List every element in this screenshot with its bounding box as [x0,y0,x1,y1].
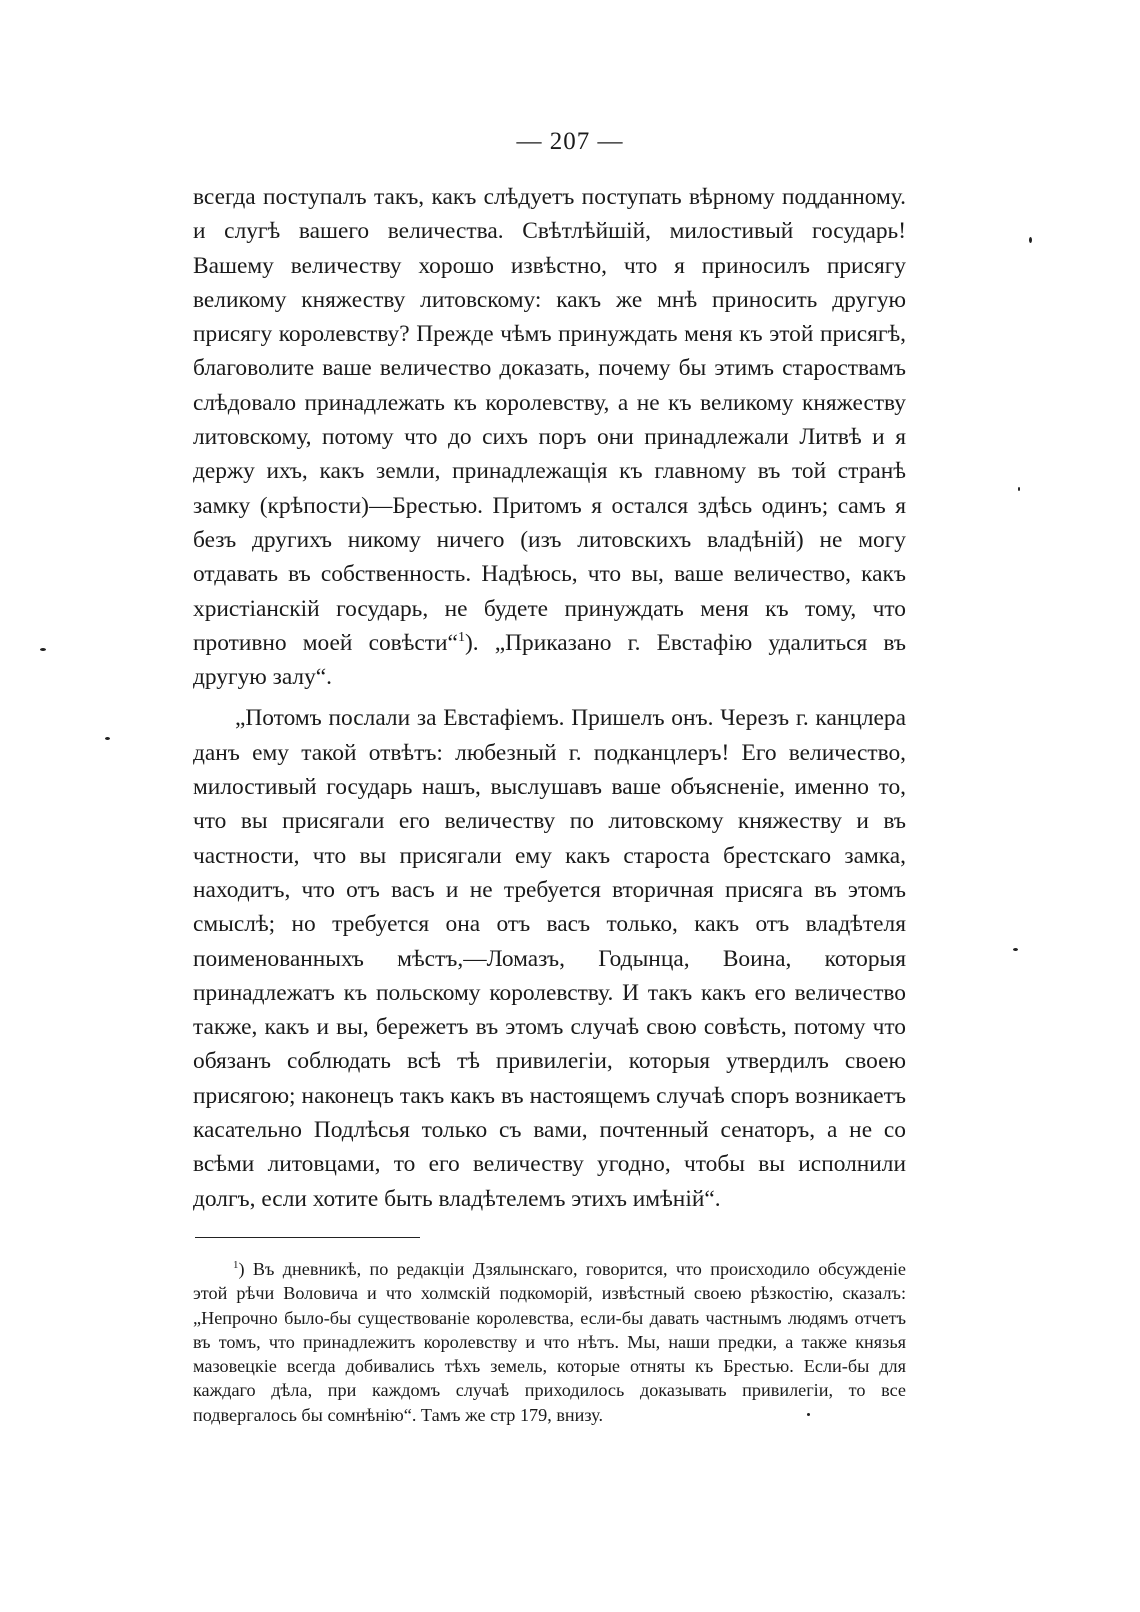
footnote-mark: 1 [233,1258,239,1271]
print-speck [1013,948,1018,951]
print-speck [1018,487,1020,491]
paragraph-1 [193,180,906,694]
footnote-divider [195,1237,420,1238]
footnote-reference: 1 [457,629,465,646]
footnote [193,1257,906,1427]
footnote-text: ) Въ дневникѣ, по редакціи Дзялынскаго, говорится, что происходило обсужденіе этой рѣчи Воловича и что холмскій подкоморій, извѣстный своею рѣзкостію, сказалъ: „Непрочно было-бы существованіе королевства, если-бы давать частнымъ людямъ отчетъ въ томъ, что принадлежитъ королевству и что нѣтъ. Мы, наши предки, а также князья мазовецкіе всегда добивались тѣхъ земель, которые отняты къ Брестью. Если-бы для каждаго дѣла, при каждомъ случаѣ приходилось доказывать привилегіи, то все подвергалось бы сомнѣнію“. Тамъ же стр 179, внизу. [193,1259,906,1425]
main-text [193,180,906,1216]
paragraph-1-text: всегда поступалъ такъ, какъ слѣдуетъ поступать вѣрному подданному. и слугѣ вашего величества. Свѣтлѣйшій, милостивый государь! Вашему величеству хорошо извѣстно, что я приносилъ присягу великому княжеству литовскому: какъ же мнѣ приносить другую присягу королевству? Прежде чѣмъ принуждать меня къ этой присягѣ, благоволите ваше величество доказать, почему бы этимъ староствамъ слѣдовало принадлежать къ королевству, а не къ великому княжеству литовскому, потому что до сихъ поръ они принадлежали Литвѣ и я держу ихъ, какъ земли, принадлежащія къ главному въ той странѣ замку (крѣпости)—Брестью. Притомъ я остался здѣсь одинъ; самъ я безъ другихъ никому ничего (изъ литовскихъ владѣній) не могу отдавать въ собственность. Надѣюсь, что вы, ваше величество, какъ христіанскій государь, не будете принуждать меня къ тому, что противно моей совѣсти“ [193,184,906,656]
page-number: — 207 — [516,128,624,155]
paragraph-2: „Потомъ послали за Евстафіемъ. Пришелъ онъ. Черезъ г. канцлера данъ ему такой отвѣтъ: любезный г. подканцлеръ! Его величество, милостивый государь нашъ, выслушавъ ваше объясненіе, именно то, что вы присягали его величеству по литовскому княжеству и въ частности, что вы присягали ему какъ староста брестскаго замка, находитъ, что отъ васъ и не требуется вторичная присяга въ этомъ смыслѣ; но требуется она отъ васъ только, какъ отъ владѣтеля поименованныхъ мѣстъ,—Ломазъ, Годынца, Воина, которыя принадлежатъ къ польскому королевству. И такъ какъ его величество также, какъ и вы, бережетъ въ этомъ случаѣ свою совѣсть, потому что обязанъ соблюдать всѣ тѣ привилегіи, которыя утвердилъ своею присягою; наконецъ такъ какъ въ настоящемъ случаѣ споръ возникаетъ касательно Подлѣсья только съ вами, почтенный сенаторъ, а не со всѣми литовцами, то его величеству угодно, чтобы вы исполнили долгъ, если хотите быть владѣтелемъ этихъ имѣній“. [193,705,906,1212]
print-speck [40,648,46,651]
paragraph-1-end: ). „Приказано г. Евстафію удалиться въ другую залу“. [193,629,906,691]
print-speck [807,1413,810,1416]
print-speck [105,737,110,740]
print-speck [1029,237,1032,243]
